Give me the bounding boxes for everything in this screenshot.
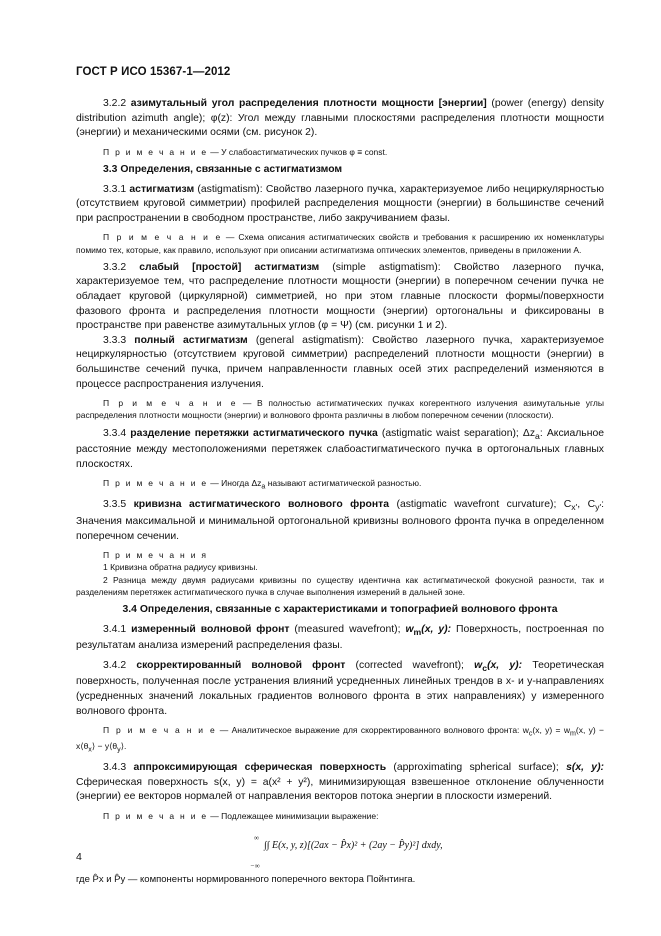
definition-3-2-2: 3.2.2 азимутальный угол распределения плотности мощности [энергии] (power (energy) density distribution azimuth angle); φ(z): Угол между главными плоскостями распределения плотности мощности (энергии) и механическими осями (см. рисунок 2). [76,98,605,139]
note-3: П р и м е ч а н и е — В полностью астигматических пучках когерентного излучения азимутальные углы распределения плотности мощности (энергии) и волнового фронта различны в любом поперечном сечении (плоскости). [76,398,604,421]
document-body [76,97,604,891]
definition-3-4-1: 3.4.1 измеренный волновой фронт (measured wavefront); $w_m(x$, y): Поверхность, построенная по результатам анализа измерений распределения фазы. [76,623,605,652]
definition-3-4-3: 3.4.3 аппроксимирующая сферическая поверхность (approximating spherical surface); s(x, y): Сферическая поверхность s(x, y) = a(x² + y²), минимизирующая взвешенное отклонение облученности (энергии) ее векторов нормалей от направления векторов потока энергии в плоскости измерений. [76,762,604,803]
note-4: П р и м е ч а н и е — Иногда $\Delta z_a$ называют астигматической разностью. [103,478,422,492]
section-3-3-heading: 3.3 Определения, связанные с астигматизмом [103,163,343,175]
page-header: ГОСТ Р ИСО 15367-1—2012 [76,66,231,78]
definition-3-3-3: 3.3.3 полный астигматизм (general astigmatism): Свойство лазерного пучка, характеризуемое нециркулярностью (отсутствием круговой симметрии) распределений плотности мощности (энергии) в большинстве сечений пучка, причем направленности главных осей этих распределений изменяются в процессе распространения излучения. [76,334,604,390]
section-3-4-heading: 3.4 Определения, связанные с характеристиками и топографией волнового фронта [122,603,558,615]
term: азимутальный угол распределения плотности мощности [энергии] [130,98,487,109]
definition-3-4-2: 3.4.2 скорректированный волновой фронт (corrected wavefront); $w_c(x$, y): Теоретическая поверхность, полученная после устранения влияний усредненных линейных трендов в x- и y-направлениях (усредненных значений локальных градиентов волнового фронта в этих направлениях) у измеренного волнового фронта. [76,659,604,717]
definition-3-3-1: 3.3.1 астигматизм (astigmatism): Свойство лазерного пучка, характеризуемое либо нециркулярностью (отсутствием круговой симметрии) профилей распределения мощности (энергии) в большинстве сечений при распространении в свободном пространстве, либо закручиванием фазы. [76,183,604,224]
note-6: П р и м е ч а н и е — Аналитическое выражение для скорректированного волнового фронта: $w_c(x$, $y) = w_m(x$, $y) - x⟨\theta_x⟩$ − $y⟨\theta_y⟩$. [76,725,604,754]
definition-3-3-5: 3.3.5 кривизна астигматического волнового фронта (astigmatic wavefront curvature); $C_{x'}$, $C_{y'}$: Значения максимальной и минимальной ортогональной кривизны волнового фронта пучка в определенном поперечном сечении. [76,499,604,542]
note-5: П р и м е ч а н и я 1 Кривизна обратна радиусу кривизны. 2 Разница между двумя радиусами кривизны по существу идентична как астигматической фокусной разности, так и разделениям перетяжек астигматического пучка в случае выполнения измерений в дальней зоне. [76,550,604,597]
note-1: П р и м е ч а н и е — У слабоастигматических пучков φ ≡ const. [103,146,388,157]
page-number: 4 [76,851,82,863]
note-7: П р и м е ч а н и е — Подлежащее минимизации выражение: [103,810,379,821]
definition-3-3-2: 3.3.2 слабый [простой] астигматизм (simple astigmatism): Свойство лазерного пучка, характеризуемое тем, что распределение плотности мощности (энергии) в поперечном сечении пучка не обладает круговой (циркулярной) симметрией, но при этом главные плоскости формы/поверхности фазового фронта и распределения плотности мощности (энергии) ортогональны и фиксированы в пространстве при равенстве азимутальных углов (φ = Ψ) (см. рисунки 1 и 2). [76,261,604,332]
note-2: П р и м е ч а н и е — Схема описания астигматических свойств и требования к расширению их номенклатуры помимо тех, которые, как правило, используют при описании астигматизма оптических элементов, приведены в приложении А. [76,232,605,255]
formula-footnote: где P̂x и P̂y — компоненты нормированного поперечного вектора Пойнтинга. [76,874,416,886]
definition-3-3-4: 3.3.4 разделение перетяжки астигматического пучка (astigmatic waist separation); $\Delta z_a$: Аксиальное расстояние между местоположениями перетяжек слабоастигматического пучка в ортогональных главных плоскостях. [76,427,604,470]
minimization-formula: ∞ −∞ ∫∫ E(x, y, z)[(2ax − P̂x)² + (2ay − P̂y)²] dxdy, [250,834,443,871]
